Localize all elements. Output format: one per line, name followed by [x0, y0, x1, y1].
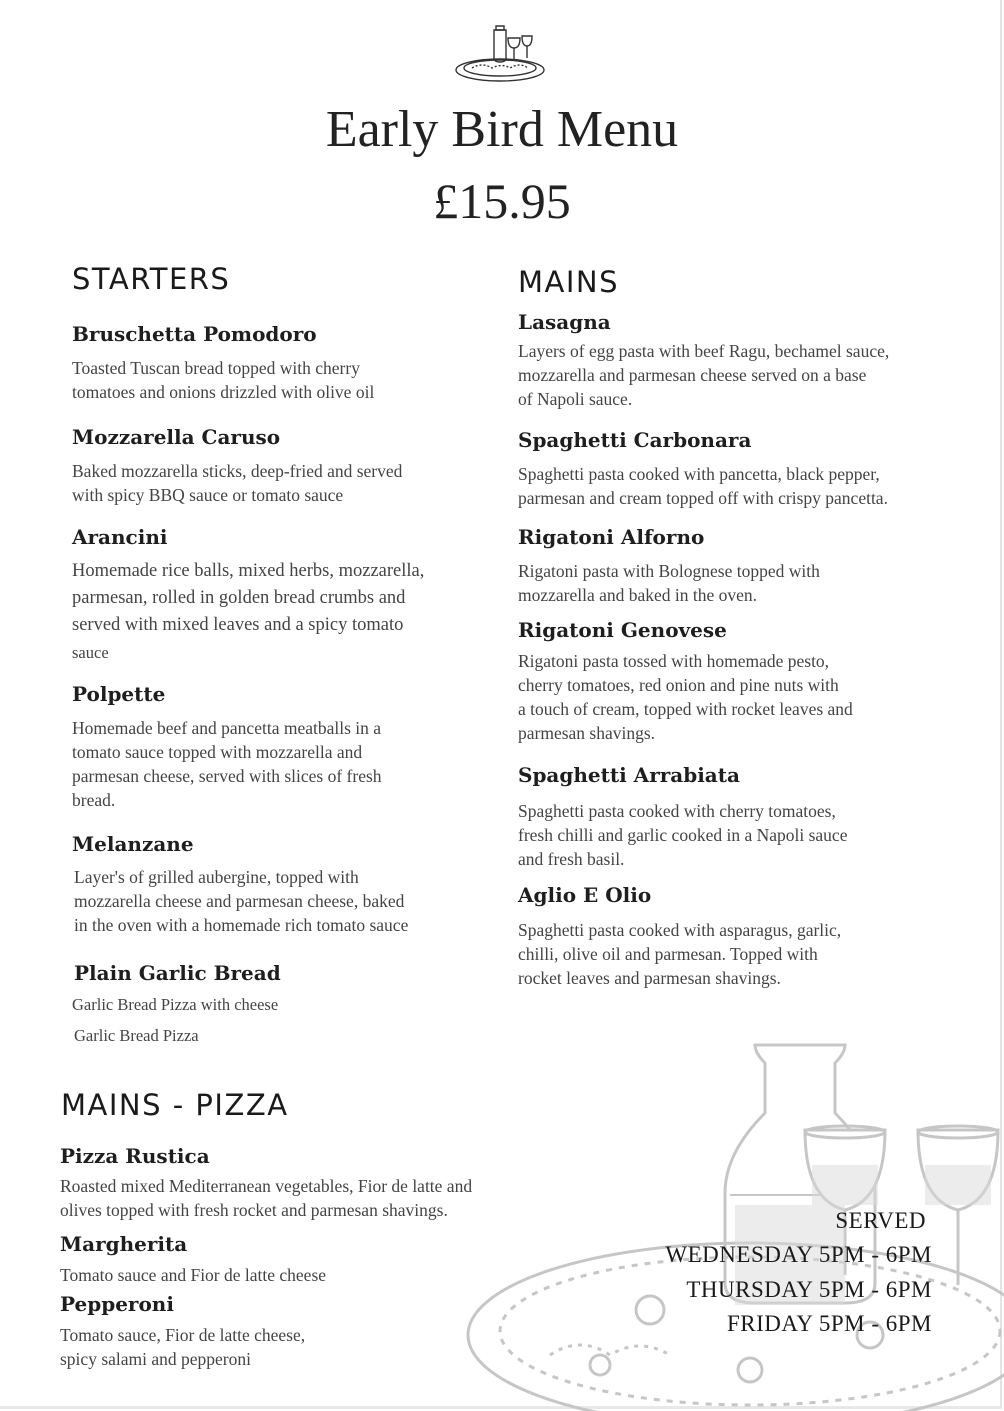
- dish-name: Aglio E Olio: [518, 883, 652, 907]
- mains-heading: MAINS: [518, 265, 620, 299]
- served-time: THURSDAY 5PM - 6PM: [686, 1277, 932, 1302]
- dish-option: Garlic Bread Pizza: [74, 1026, 199, 1045]
- dish-name: Spaghetti Arrabiata: [518, 763, 740, 787]
- dish-name: Pepperoni: [60, 1292, 174, 1316]
- dish-description: Tomato sauce, Fior de latte cheese, spicy salami and pepperoni: [60, 1325, 306, 1369]
- dish-name: Melanzane: [72, 832, 194, 856]
- dish-description: Rigatoni pasta tossed with homemade pesto, cherry tomatoes, red onion and pine nuts with a touch of cream, topped with rocket leaves and parmesan shavings.: [518, 651, 853, 743]
- dish-option: Garlic Bread Pizza with cheese: [72, 995, 279, 1014]
- dish-description: Homemade rice balls, mixed herbs, mozzarella, parmesan, rolled in golden bread crumbs and served with mixed leaves and a spicy tomato sauce: [72, 561, 425, 662]
- dish-name: Mozzarella Caruso: [72, 425, 281, 449]
- dish-name: Rigatoni Alforno: [518, 525, 705, 549]
- dish-description: Tomato sauce and Fior de latte cheese: [60, 1265, 327, 1285]
- dish-name: Lasagna: [518, 310, 611, 334]
- dish-name: Plain Garlic Bread: [74, 961, 281, 985]
- dish-description: Layer's of grilled aubergine, topped with mozzarella cheese and parmesan cheese, baked in the oven with a homemade rich tomato sauce: [74, 867, 409, 935]
- dish-name: Margherita: [60, 1232, 188, 1256]
- served-time: FRIDAY 5PM - 6PM: [726, 1311, 932, 1336]
- dish-description: Spaghetti pasta cooked with pancetta, black pepper, parmesan and cream topped off with crispy pancetta.: [518, 464, 888, 508]
- menu-price: £15.95: [433, 173, 571, 229]
- pizza-heading: MAINS - PIZZA: [61, 1088, 289, 1122]
- starters-heading: STARTERS: [72, 262, 231, 296]
- dish-description: Roasted mixed Mediterranean vegetables, Fior de latte and olives topped with fresh rocket and parmesan shavings.: [60, 1176, 473, 1220]
- dish-name: Rigatoni Genovese: [518, 618, 727, 642]
- dish-name: Spaghetti Carbonara: [518, 428, 752, 452]
- dish-name: Arancini: [72, 525, 168, 549]
- dish-name: Polpette: [72, 682, 166, 706]
- dish-name: Bruschetta Pomodoro: [72, 322, 317, 346]
- served-time: WEDNESDAY 5PM - 6PM: [665, 1242, 932, 1267]
- dish-description: Homemade beef and pancetta meatballs in a tomato sauce topped with mozzarella and parmesan cheese, served with slices of fresh bread.: [72, 718, 382, 810]
- dish-description: Rigatoni pasta with Bolognese topped with mozzarella and baked in the oven.: [518, 561, 820, 605]
- dish-description: Layers of egg pasta with beef Ragu, bechamel sauce, mozzarella and parmesan cheese served on a base of Napoli sauce.: [518, 341, 890, 409]
- dish-description: Spaghetti pasta cooked with cherry tomatoes, fresh chilli and garlic cooked in a Napoli sauce and fresh basil.: [518, 801, 848, 869]
- served-label: SERVED: [835, 1208, 926, 1233]
- pizza-and-wine-sketch-icon: [450, 22, 550, 86]
- menu-title: Early Bird Menu: [325, 101, 679, 158]
- dish-name: Pizza Rustica: [60, 1144, 210, 1168]
- dish-description: Toasted Tuscan bread topped with cherry tomatoes and onions drizzled with olive oil: [72, 358, 375, 402]
- dish-description: Spaghetti pasta cooked with asparagus, garlic, chilli, olive oil and parmesan. Topped with rocket leaves and parmesan shavings.: [518, 920, 842, 988]
- dish-description: Baked mozzarella sticks, deep-fried and served with spicy BBQ sauce or tomato sauce: [72, 461, 403, 505]
